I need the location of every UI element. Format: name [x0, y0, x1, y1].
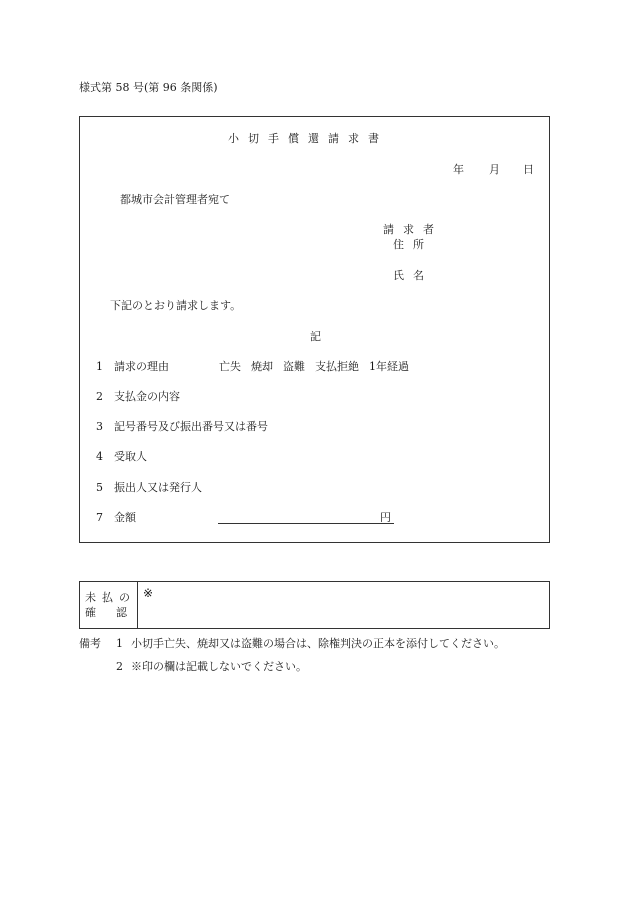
item-label-reason: 請求の理由: [114, 360, 169, 373]
item-number: 4: [96, 450, 103, 463]
item-label-amount: 金額: [114, 511, 136, 524]
item-number: 7: [96, 511, 103, 524]
unpaid-label-line2: [85, 607, 147, 618]
address-label: 住所: [393, 238, 433, 251]
date-year-label: 年: [453, 163, 464, 176]
name-label: 氏名: [393, 269, 433, 282]
unpaid-label-char: 確: [85, 606, 102, 619]
addressee: 都城市会計管理者宛て: [120, 193, 230, 206]
requester-label: 請求者: [383, 223, 443, 236]
form-title: 小切手償還請求書: [228, 132, 388, 145]
item-label-check-number: 記号番号及び振出番号又は番号: [114, 420, 268, 433]
date-month-label: 月: [489, 163, 500, 176]
item-label-payee: 受取人: [114, 450, 147, 463]
amount-field[interactable]: [218, 523, 394, 524]
reason-option[interactable]: 支払拒絶: [315, 360, 359, 373]
note-text: 小切手亡失、焼却又は盗難の場合は、除権判決の正本を添付してください。: [131, 637, 505, 650]
item-number: 1: [96, 360, 103, 373]
unpaid-label-line1: 未払の: [85, 591, 136, 604]
unpaid-label-char: 認: [116, 606, 133, 619]
item-number: 3: [96, 420, 103, 433]
yen-unit: 円: [380, 511, 391, 524]
note-number: 2: [116, 660, 123, 673]
notes-heading: 備考: [79, 637, 101, 650]
reason-option[interactable]: 亡失: [219, 360, 241, 373]
form-number: 様式第 58 号(第 96 条関係): [79, 81, 218, 94]
date-day-label: 日: [523, 163, 534, 176]
reason-options: [219, 361, 419, 372]
ki-heading: 記: [310, 330, 321, 343]
note-number: 1: [116, 637, 123, 650]
unpaid-divider: [137, 581, 138, 629]
intro-text: 下記のとおり請求します。: [110, 299, 242, 312]
item-label-issuer: 振出人又は発行人: [114, 481, 202, 494]
item-label-payment-content: 支払金の内容: [114, 390, 180, 403]
item-number: 5: [96, 481, 103, 494]
reason-option[interactable]: 焼却: [251, 360, 273, 373]
item-number: 2: [96, 390, 103, 403]
reference-mark: ※: [143, 586, 154, 600]
reason-option[interactable]: 1年経過: [369, 360, 409, 373]
reason-option[interactable]: 盗難: [283, 360, 305, 373]
note-text: ※印の欄は記載しないでください。: [131, 660, 307, 673]
